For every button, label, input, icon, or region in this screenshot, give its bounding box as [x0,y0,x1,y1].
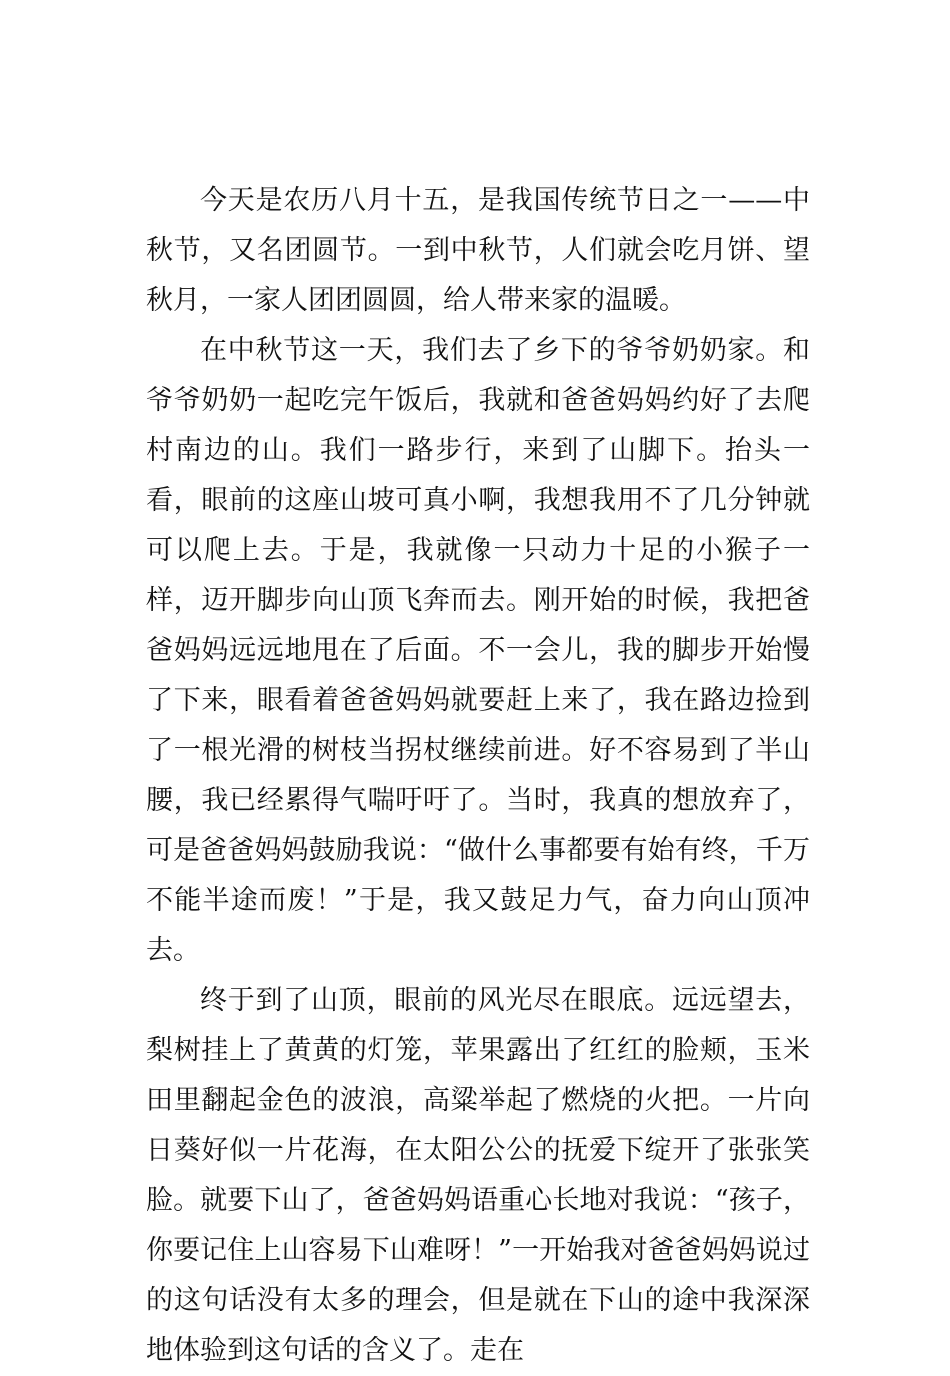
paragraph-2: 在中秋节这一天，我们去了乡下的爷爷奶奶家。和爷爷奶奶一起吃完午饭后，我就和爸爸妈妈约好了去爬村南边的山。我们一路步行，来到了山脚下。抬头一看，眼前的这座山坡可真小啊，我想我用不了几分钟就可以爬上去。于是，我就像一只动力十足的小猴子一样，迈开脚步向山顶飞奔而去。刚开始的时候，我把爸爸妈妈远远地甩在了后面。不一会儿，我的脚步开始慢了下来，眼看着爸爸妈妈就要赶上来了，我在路边捡到了一根光滑的树枝当拐杖继续前进。好不容易到了半山腰，我已经累得气喘吁吁了。当时，我真的想放弃了，可是爸爸妈妈鼓励我说：“做什么事都要有始有终，千万不能半途而废！”于是，我又鼓足力气，奋力向山顶冲去。 [146,335,810,966]
essay-body [146,176,810,1376]
paragraph-1: 今天是农历八月十五，是我国传统节日之一——中秋节，又名团圆节。一到中秋节，人们就会吃月饼、望秋月，一家人团团圆圆，给人带来家的温暖。 [146,185,810,316]
paragraph-3: 终于到了山顶，眼前的风光尽在眼底。远远望去，梨树挂上了黄黄的灯笼，苹果露出了红红的脸颊，玉米田里翻起金色的波浪，高粱举起了燃烧的火把。一片向日葵好似一片花海，在太阳公公的抚爱下绽开了张张笑脸。就要下山了，爸爸妈妈语重心长地对我说：“孩子，你要记住上山容易下山难呀！”一开始我对爸爸妈妈说过的这句话没有太多的理会，但是就在下山的途中我深深地体验到这句话的含义了。走在 [146,985,810,1366]
